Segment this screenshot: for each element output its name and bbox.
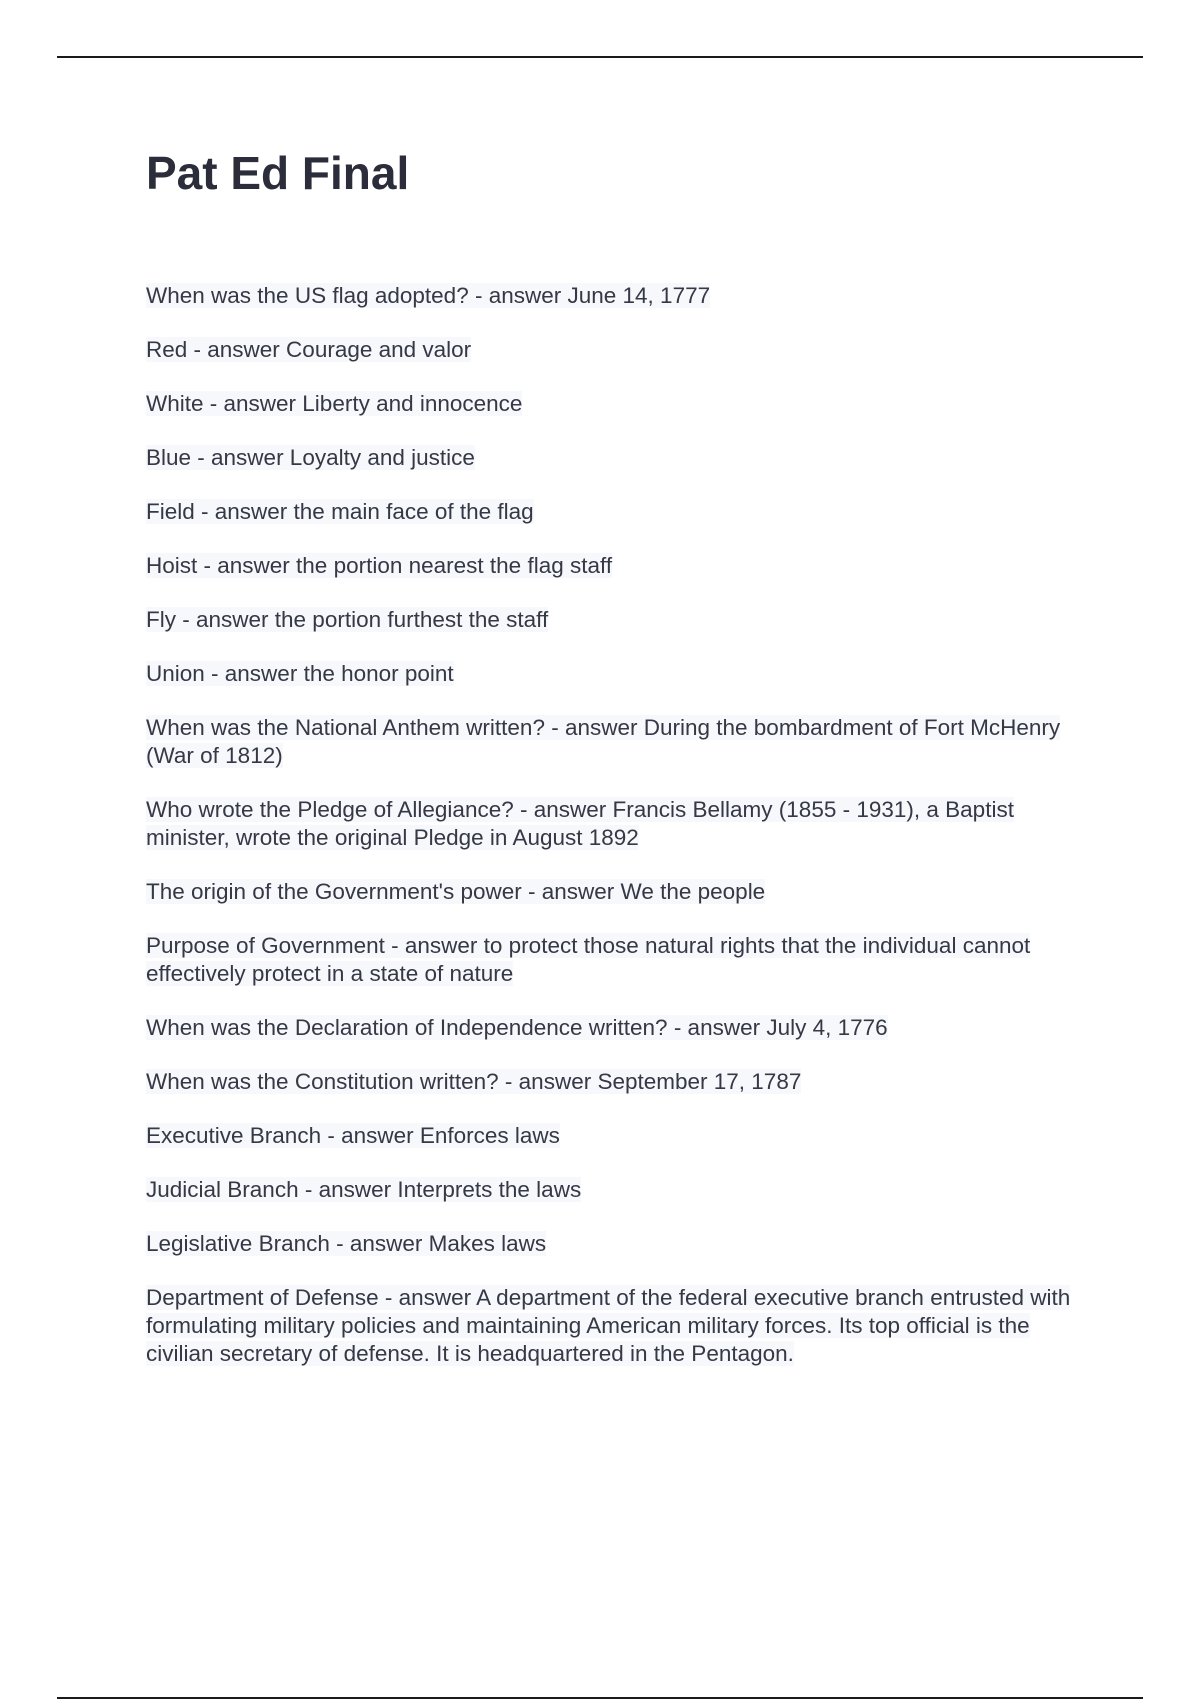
qa-text: Field - answer the main face of the flag (146, 499, 534, 524)
qa-text: White - answer Liberty and innocence (146, 391, 523, 416)
qa-item (146, 444, 1096, 472)
qa-list (146, 282, 1096, 1394)
qa-text: Who wrote the Pledge of Allegiance? - answer Francis Bellamy (1855 - 1931), a Baptist minister, wrote the original Pledge in August 1892 (146, 797, 1014, 850)
qa-text: Fly - answer the portion furthest the staff (146, 607, 549, 632)
qa-item (146, 1068, 1096, 1096)
qa-text: Hoist - answer the portion nearest the flag staff (146, 553, 613, 578)
qa-item (146, 714, 1096, 770)
bottom-divider (57, 1697, 1143, 1699)
qa-item (146, 1230, 1096, 1258)
qa-item (146, 552, 1096, 580)
qa-text: When was the US flag adopted? - answer June 14, 1777 (146, 283, 711, 308)
qa-text: Legislative Branch - answer Makes laws (146, 1231, 547, 1256)
qa-item (146, 1284, 1096, 1368)
page-title: Pat Ed Final (146, 147, 410, 199)
qa-text: The origin of the Government's power - answer We the people (146, 879, 766, 904)
top-divider (57, 56, 1143, 58)
qa-item (146, 796, 1096, 852)
qa-item (146, 1176, 1096, 1204)
qa-item (146, 282, 1096, 310)
qa-item (146, 1122, 1096, 1150)
qa-text: Blue - answer Loyalty and justice (146, 445, 475, 470)
qa-text: Department of Defense - answer A department of the federal executive branch entrusted with formulating military policies and maintaining American military forces. Its top official is the civilian secretary of defense. It is headquartered in the Pentagon. (146, 1285, 1071, 1366)
qa-text: Judicial Branch - answer Interprets the laws (146, 1177, 582, 1202)
qa-item (146, 878, 1096, 906)
qa-item (146, 390, 1096, 418)
qa-item (146, 336, 1096, 364)
qa-text: When was the National Anthem written? - answer During the bombardment of Fort McHenry (War of 1812) (146, 715, 1061, 768)
qa-item (146, 660, 1096, 688)
qa-text: Purpose of Government - answer to protect those natural rights that the individual cannot effectively protect in a state of nature (146, 933, 1031, 986)
qa-text: Red - answer Courage and valor (146, 337, 472, 362)
qa-text: Union - answer the honor point (146, 661, 454, 686)
qa-text: Executive Branch - answer Enforces laws (146, 1123, 560, 1148)
qa-item (146, 498, 1096, 526)
qa-text: When was the Constitution written? - answer September 17, 1787 (146, 1069, 802, 1094)
qa-item (146, 606, 1096, 634)
qa-item (146, 1014, 1096, 1042)
qa-text: When was the Declaration of Independence written? - answer July 4, 1776 (146, 1015, 888, 1040)
qa-item (146, 932, 1096, 988)
